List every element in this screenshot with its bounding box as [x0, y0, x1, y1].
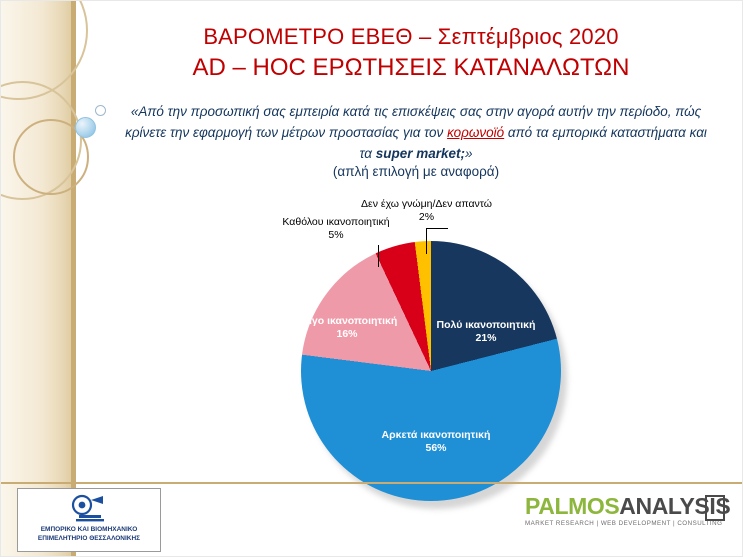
pie-label-text: Πολύ ικανοποιητική [436, 319, 536, 331]
question-part-2: από τα εμπορικά καταστήματα και τα [359, 125, 707, 161]
palmos-tagline: MARKET RESEARCH | WEB DEVELOPMENT | CONSULTING [525, 520, 723, 527]
pie-label-text: Λίγο ικανοποιητική [302, 315, 398, 327]
palmos-word-2: ANALYSIS [619, 493, 731, 519]
pie-label-ligo-ikanopoiitiki [302, 315, 398, 341]
palmos-word-1: PALMOS [525, 493, 620, 519]
question-text [121, 101, 711, 164]
pie-slices [301, 241, 561, 501]
left-band-edge [71, 1, 76, 557]
pie-label-value: 21% [475, 332, 497, 344]
pie-label-value: 56% [425, 442, 447, 454]
pie-label-value: 2% [418, 211, 435, 223]
pie-label-text: Αρκετά ικανοποιητική [381, 429, 491, 441]
pie-leader-line [426, 228, 427, 254]
title-line-1: ΒΑΡΟΜΕΤΡΟ ΕΒΕΘ – Σεπτέμβριος 2020 [203, 24, 619, 49]
pie-leader-line [378, 245, 379, 267]
palmos-analysis-logo [525, 493, 731, 539]
decorative-sphere-icon [75, 117, 96, 138]
pie-label-value: 16% [336, 328, 358, 340]
title-line-2: AD – HOC ΕΡΩΤΗΣΕΙΣ ΚΑΤΑΝΑΛΩΤΩΝ [192, 54, 630, 81]
pie-leader-line [426, 228, 448, 229]
chamber-logo-line-1: ΕΜΠΟΡΙΚΟ ΚΑΙ ΒΙΟΜΗΧΑΝΙΚΟ [40, 526, 138, 533]
pie-label-text: Καθόλου ικανοποιητική [282, 216, 390, 228]
question-part-1: «Από την προσωπική σας εμπειρία κατά τις επισκέψεις σας στην αγορά αυτήν την περίοδο, πώς κρίνετε την εφαρμογή των μέτρων προστασίας για τον [125, 104, 702, 140]
chamber-logo [17, 488, 161, 552]
page-title [96, 23, 726, 83]
chamber-logo-line-2: ΕΠΙΜΕΛΗΤΗΡΙΟ ΘΕΣΣΑΛΟΝΙΚΗΣ [37, 535, 141, 542]
palmos-wordmark [525, 493, 731, 519]
pie-label-arketa-ikanopoiitiki [361, 429, 511, 455]
pie-graphic [301, 241, 561, 501]
question-highlight: κορωνοϊό [447, 125, 505, 140]
palmos-square-icon [705, 495, 725, 521]
question-bold: super market; [375, 146, 466, 161]
decorative-dot-outline-icon [95, 105, 106, 116]
footer-divider [1, 482, 743, 484]
pie-label-poly-ikanopoiitiki [426, 319, 546, 345]
pie-label-den-exo-gnomi [344, 198, 509, 224]
pie-label-value: 5% [328, 229, 344, 241]
chamber-emblem-icon [70, 493, 108, 523]
pie-label-text: Δεν έχω γνώμη/Δεν απαντώ [361, 198, 492, 210]
pie-chart [282, 196, 616, 506]
chamber-logo-text [22, 525, 156, 543]
question-part-3: » [465, 146, 473, 161]
question-subtitle: (απλή επιλογή με αναφορά) [332, 164, 500, 179]
